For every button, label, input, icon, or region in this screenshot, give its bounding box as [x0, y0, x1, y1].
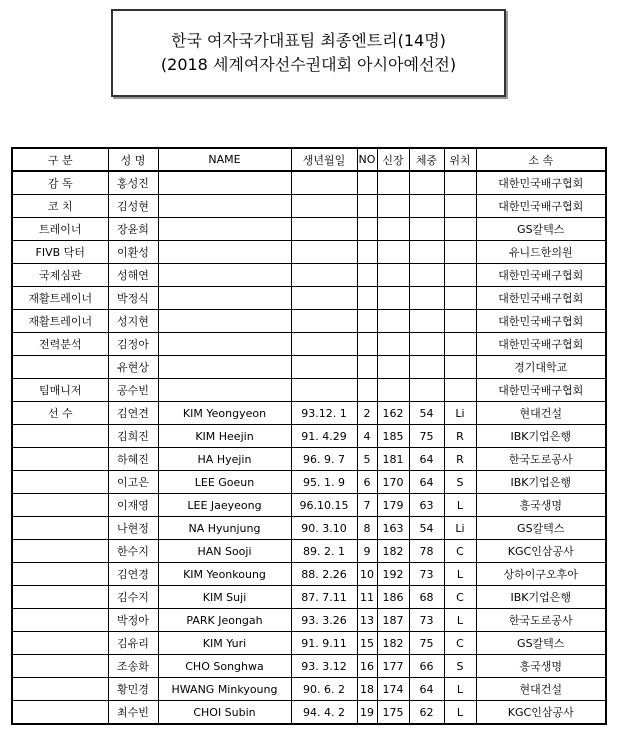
cell-number: 2 — [357, 402, 377, 425]
cell-birthdate — [291, 264, 357, 287]
cell-height: 182 — [377, 540, 409, 563]
cell-name — [158, 195, 291, 218]
cell-number — [357, 379, 377, 402]
cell-number — [357, 287, 377, 310]
cell-position — [444, 310, 476, 333]
cell-birthdate — [291, 379, 357, 402]
cell-category — [12, 678, 108, 701]
cell-number: 6 — [357, 471, 377, 494]
cell-position — [444, 195, 476, 218]
cell-affiliation: 현대건설 — [476, 678, 606, 701]
cell-birthdate — [291, 218, 357, 241]
cell-number — [357, 241, 377, 264]
cell-number: 13 — [357, 609, 377, 632]
cell-position: L — [444, 494, 476, 517]
cell-number — [357, 310, 377, 333]
cell-position: L — [444, 701, 476, 725]
cell-height — [377, 241, 409, 264]
cell-affiliation: GS칼텍스 — [476, 517, 606, 540]
header-name: NAME — [158, 148, 291, 171]
cell-number — [357, 333, 377, 356]
cell-birthdate — [291, 310, 357, 333]
cell-weight: 64 — [409, 678, 444, 701]
cell-korean-name: 장윤희 — [108, 218, 158, 241]
cell-birthdate: 91. 9.11 — [291, 632, 357, 655]
cell-name: HA Hyejin — [158, 448, 291, 471]
cell-weight: 73 — [409, 609, 444, 632]
cell-birthdate: 96.10.15 — [291, 494, 357, 517]
cell-name — [158, 218, 291, 241]
cell-korean-name: 조송화 — [108, 655, 158, 678]
header-number: NO — [357, 148, 377, 171]
cell-position — [444, 356, 476, 379]
cell-korean-name: 김정아 — [108, 333, 158, 356]
cell-weight: 63 — [409, 494, 444, 517]
cell-affiliation: IBK기업은행 — [476, 586, 606, 609]
cell-category — [12, 632, 108, 655]
table-row — [12, 609, 606, 632]
cell-number: 5 — [357, 448, 377, 471]
cell-birthdate — [291, 195, 357, 218]
cell-affiliation: 대한민국배구협회 — [476, 333, 606, 356]
cell-position: L — [444, 678, 476, 701]
table-row — [12, 701, 606, 725]
cell-name: KIM Yuri — [158, 632, 291, 655]
cell-height — [377, 264, 409, 287]
cell-weight: 62 — [409, 701, 444, 725]
table-row — [12, 425, 606, 448]
cell-korean-name: 홍성진 — [108, 171, 158, 195]
cell-number — [357, 356, 377, 379]
cell-weight — [409, 356, 444, 379]
cell-affiliation: 대한민국배구협회 — [476, 379, 606, 402]
cell-category: 재활트레이너 — [12, 310, 108, 333]
cell-category — [12, 494, 108, 517]
table-row — [12, 402, 606, 425]
cell-affiliation: 대한민국배구협회 — [476, 264, 606, 287]
cell-korean-name: 박정아 — [108, 609, 158, 632]
table-row — [12, 310, 606, 333]
cell-name: HAN Sooji — [158, 540, 291, 563]
cell-category: 국제심판 — [12, 264, 108, 287]
cell-number: 10 — [357, 563, 377, 586]
table-row — [12, 517, 606, 540]
cell-korean-name: 성해연 — [108, 264, 158, 287]
header-korean-name: 성 명 — [108, 148, 158, 171]
cell-weight — [409, 310, 444, 333]
cell-category: FIVB 닥터 — [12, 241, 108, 264]
table-row — [12, 356, 606, 379]
table-row — [12, 241, 606, 264]
cell-name: KIM Heejin — [158, 425, 291, 448]
cell-height: 170 — [377, 471, 409, 494]
cell-birthdate: 94. 4. 2 — [291, 701, 357, 725]
cell-position: C — [444, 540, 476, 563]
cell-height: 177 — [377, 655, 409, 678]
header-position: 위치 — [444, 148, 476, 171]
cell-name: HWANG Minkyoung — [158, 678, 291, 701]
cell-height — [377, 195, 409, 218]
cell-position: C — [444, 632, 476, 655]
cell-affiliation: GS칼텍스 — [476, 218, 606, 241]
cell-category: 감 독 — [12, 171, 108, 195]
cell-name — [158, 356, 291, 379]
cell-korean-name: 김성현 — [108, 195, 158, 218]
cell-name — [158, 241, 291, 264]
table-row — [12, 471, 606, 494]
cell-korean-name: 이재영 — [108, 494, 158, 517]
cell-category — [12, 609, 108, 632]
cell-number: 15 — [357, 632, 377, 655]
cell-weight: 73 — [409, 563, 444, 586]
cell-category — [12, 655, 108, 678]
cell-korean-name: 한수지 — [108, 540, 158, 563]
cell-weight: 75 — [409, 425, 444, 448]
cell-height: 179 — [377, 494, 409, 517]
cell-name: KIM Yeongyeon — [158, 402, 291, 425]
cell-category: 트레이너 — [12, 218, 108, 241]
cell-korean-name: 박정식 — [108, 287, 158, 310]
cell-number: 9 — [357, 540, 377, 563]
cell-number: 4 — [357, 425, 377, 448]
cell-height: 186 — [377, 586, 409, 609]
table-row — [12, 195, 606, 218]
cell-name — [158, 171, 291, 195]
table-header-row — [12, 148, 606, 171]
cell-korean-name: 황민경 — [108, 678, 158, 701]
cell-position — [444, 218, 476, 241]
cell-weight: 64 — [409, 448, 444, 471]
cell-korean-name: 성지현 — [108, 310, 158, 333]
cell-number: 11 — [357, 586, 377, 609]
cell-category: 선 수 — [12, 402, 108, 425]
table-row — [12, 563, 606, 586]
cell-name: KIM Yeonkoung — [158, 563, 291, 586]
cell-affiliation: 유니드한의원 — [476, 241, 606, 264]
cell-korean-name: 김희진 — [108, 425, 158, 448]
cell-birthdate — [291, 287, 357, 310]
cell-height — [377, 287, 409, 310]
table-row — [12, 287, 606, 310]
cell-birthdate: 88. 2.26 — [291, 563, 357, 586]
cell-height: 185 — [377, 425, 409, 448]
cell-name: PARK Jeongah — [158, 609, 291, 632]
cell-affiliation: GS칼텍스 — [476, 632, 606, 655]
cell-weight: 66 — [409, 655, 444, 678]
cell-position: Li — [444, 517, 476, 540]
cell-number — [357, 264, 377, 287]
cell-height — [377, 310, 409, 333]
table-row — [12, 218, 606, 241]
table-row — [12, 494, 606, 517]
cell-birthdate: 89. 2. 1 — [291, 540, 357, 563]
cell-affiliation: 경기대학교 — [476, 356, 606, 379]
cell-name: NA Hyunjung — [158, 517, 291, 540]
cell-affiliation: 흥국생명 — [476, 655, 606, 678]
cell-weight: 68 — [409, 586, 444, 609]
cell-name: CHO Songhwa — [158, 655, 291, 678]
cell-birthdate: 95. 1. 9 — [291, 471, 357, 494]
cell-weight — [409, 171, 444, 195]
cell-position: L — [444, 563, 476, 586]
cell-position — [444, 379, 476, 402]
cell-birthdate — [291, 333, 357, 356]
cell-birthdate: 90. 3.10 — [291, 517, 357, 540]
cell-height — [377, 333, 409, 356]
cell-number: 18 — [357, 678, 377, 701]
cell-category: 재활트레이너 — [12, 287, 108, 310]
table-row — [12, 379, 606, 402]
table-row — [12, 171, 606, 195]
cell-number — [357, 218, 377, 241]
cell-category — [12, 540, 108, 563]
cell-birthdate — [291, 171, 357, 195]
roster-body — [12, 171, 606, 724]
cell-korean-name: 이환성 — [108, 241, 158, 264]
roster-table — [11, 147, 607, 725]
title-box — [111, 9, 506, 97]
cell-affiliation: 대한민국배구협회 — [476, 310, 606, 333]
cell-korean-name: 김수지 — [108, 586, 158, 609]
cell-korean-name: 하혜진 — [108, 448, 158, 471]
cell-name: KIM Suji — [158, 586, 291, 609]
header-weight: 체중 — [409, 148, 444, 171]
cell-height: 181 — [377, 448, 409, 471]
cell-birthdate: 93.12. 1 — [291, 402, 357, 425]
cell-weight: 54 — [409, 517, 444, 540]
cell-position — [444, 241, 476, 264]
cell-height — [377, 356, 409, 379]
cell-category — [12, 701, 108, 725]
cell-position — [444, 171, 476, 195]
table-row — [12, 264, 606, 287]
table-row — [12, 632, 606, 655]
cell-position: L — [444, 609, 476, 632]
cell-korean-name: 최수빈 — [108, 701, 158, 725]
cell-weight: 64 — [409, 471, 444, 494]
cell-weight — [409, 241, 444, 264]
cell-category — [12, 563, 108, 586]
cell-name: LEE Jaeyeong — [158, 494, 291, 517]
cell-name — [158, 310, 291, 333]
table-row — [12, 448, 606, 471]
cell-position — [444, 264, 476, 287]
cell-korean-name: 유현상 — [108, 356, 158, 379]
cell-name: CHOI Subin — [158, 701, 291, 725]
cell-category — [12, 586, 108, 609]
cell-name — [158, 264, 291, 287]
cell-affiliation: 현대건설 — [476, 402, 606, 425]
cell-weight — [409, 379, 444, 402]
cell-category: 팀매니저 — [12, 379, 108, 402]
cell-birthdate: 90. 6. 2 — [291, 678, 357, 701]
cell-affiliation: IBK기업은행 — [476, 471, 606, 494]
title-line-1: 한국 여자국가대표팀 최종엔트리(14명) — [171, 31, 446, 50]
cell-height: 192 — [377, 563, 409, 586]
cell-category — [12, 425, 108, 448]
cell-position: S — [444, 655, 476, 678]
cell-category: 전력분석 — [12, 333, 108, 356]
cell-korean-name: 김유리 — [108, 632, 158, 655]
cell-weight: 54 — [409, 402, 444, 425]
header-category: 구 분 — [12, 148, 108, 171]
cell-affiliation: IBK기업은행 — [476, 425, 606, 448]
table-row — [12, 540, 606, 563]
table-row — [12, 333, 606, 356]
cell-name — [158, 287, 291, 310]
table-row — [12, 655, 606, 678]
cell-number: 16 — [357, 655, 377, 678]
cell-affiliation: 한국도로공사 — [476, 609, 606, 632]
cell-korean-name: 공수빈 — [108, 379, 158, 402]
cell-category — [12, 448, 108, 471]
cell-height: 162 — [377, 402, 409, 425]
cell-position: S — [444, 471, 476, 494]
cell-height: 187 — [377, 609, 409, 632]
cell-number: 19 — [357, 701, 377, 725]
cell-name: LEE Goeun — [158, 471, 291, 494]
cell-weight: 78 — [409, 540, 444, 563]
cell-category — [12, 471, 108, 494]
cell-height — [377, 218, 409, 241]
cell-number — [357, 171, 377, 195]
cell-category — [12, 356, 108, 379]
cell-weight — [409, 195, 444, 218]
cell-weight — [409, 287, 444, 310]
header-height: 신장 — [377, 148, 409, 171]
cell-weight — [409, 333, 444, 356]
cell-position: C — [444, 586, 476, 609]
header-affiliation: 소 속 — [476, 148, 606, 171]
table-row — [12, 678, 606, 701]
cell-height: 163 — [377, 517, 409, 540]
cell-category: 코 치 — [12, 195, 108, 218]
cell-position — [444, 287, 476, 310]
cell-birthdate: 93. 3.12 — [291, 655, 357, 678]
cell-weight — [409, 264, 444, 287]
cell-height — [377, 171, 409, 195]
cell-weight: 75 — [409, 632, 444, 655]
header-birthdate: 생년월일 — [291, 148, 357, 171]
cell-korean-name: 나현정 — [108, 517, 158, 540]
cell-birthdate: 93. 3.26 — [291, 609, 357, 632]
cell-birthdate: 91. 4.29 — [291, 425, 357, 448]
cell-position: Li — [444, 402, 476, 425]
cell-affiliation: 대한민국배구협회 — [476, 287, 606, 310]
cell-affiliation: KGC인삼공사 — [476, 540, 606, 563]
table-row — [12, 586, 606, 609]
cell-category — [12, 517, 108, 540]
cell-affiliation: 한국도로공사 — [476, 448, 606, 471]
title-line-2: (2018 세계여자선수권대회 아시아예선전) — [160, 55, 457, 74]
cell-birthdate: 96. 9. 7 — [291, 448, 357, 471]
cell-position: R — [444, 448, 476, 471]
cell-height: 182 — [377, 632, 409, 655]
cell-affiliation: 흥국생명 — [476, 494, 606, 517]
cell-birthdate — [291, 356, 357, 379]
cell-birthdate — [291, 241, 357, 264]
cell-birthdate: 87. 7.11 — [291, 586, 357, 609]
cell-number: 7 — [357, 494, 377, 517]
cell-korean-name: 이고은 — [108, 471, 158, 494]
cell-name — [158, 333, 291, 356]
cell-name — [158, 379, 291, 402]
cell-affiliation: 대한민국배구협회 — [476, 171, 606, 195]
cell-korean-name: 김연견 — [108, 402, 158, 425]
cell-number: 8 — [357, 517, 377, 540]
cell-affiliation: 상하이구오후아 — [476, 563, 606, 586]
cell-korean-name: 김연경 — [108, 563, 158, 586]
cell-affiliation: KGC인삼공사 — [476, 701, 606, 725]
cell-position — [444, 333, 476, 356]
cell-number — [357, 195, 377, 218]
cell-affiliation: 대한민국배구협회 — [476, 195, 606, 218]
cell-height: 175 — [377, 701, 409, 725]
cell-weight — [409, 218, 444, 241]
cell-height: 174 — [377, 678, 409, 701]
cell-position: R — [444, 425, 476, 448]
cell-height — [377, 379, 409, 402]
